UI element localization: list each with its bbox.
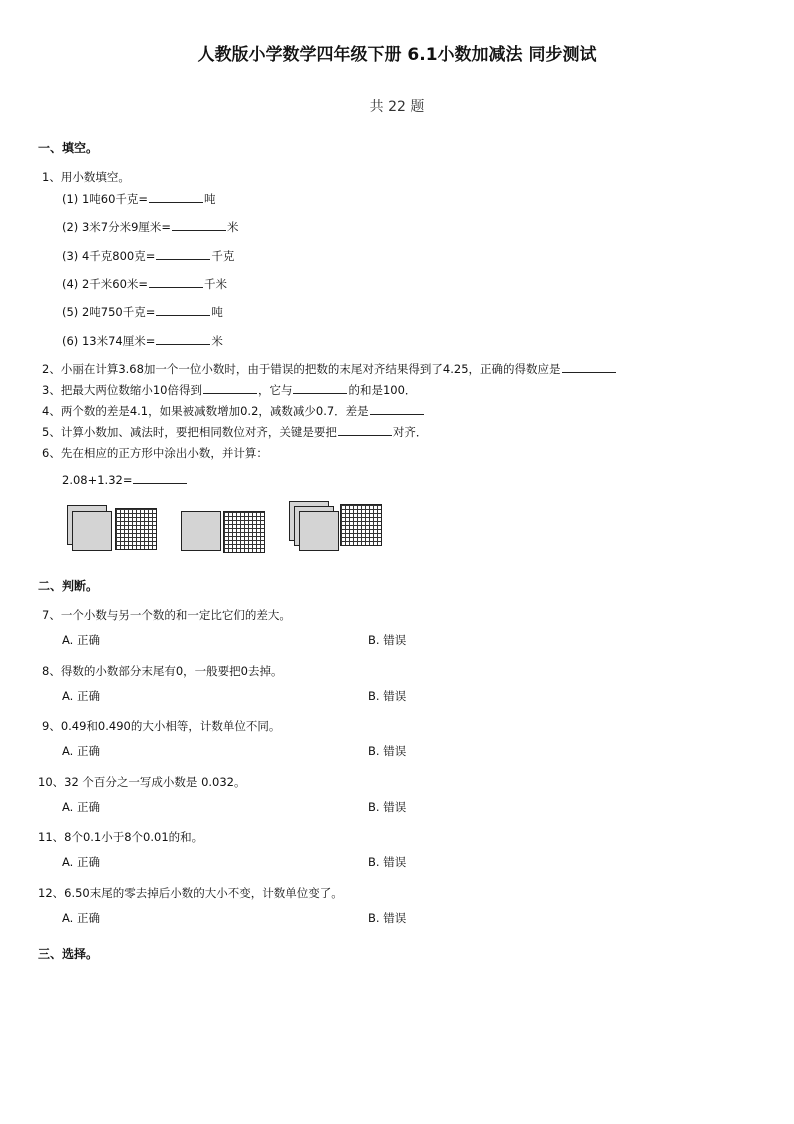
answer-blank[interactable]	[293, 392, 347, 394]
unit-square[interactable]	[72, 511, 112, 551]
answer-blank[interactable]	[156, 314, 210, 316]
answer-blank[interactable]	[133, 482, 187, 484]
answer-blank[interactable]	[156, 343, 210, 345]
question-1-sub-6: (6) 13米74厘米= 米	[62, 334, 223, 348]
question-7: 7、一个小数与另一个数的和一定比它们的差大。	[42, 608, 291, 622]
question-10: 10、32 个百分之一写成小数是 0.032。	[38, 775, 246, 789]
answer-blank[interactable]	[149, 201, 203, 203]
answer-blank[interactable]	[203, 392, 257, 394]
option-b[interactable]: B. 错误	[368, 911, 407, 925]
question-5: 5、计算小数加、减法时，要把相同数位对齐，关键是要把 对齐．	[42, 425, 428, 439]
section-true-false: 二、判断。	[38, 579, 99, 593]
hundredths-grid[interactable]	[340, 504, 382, 546]
option-a[interactable]: A. 正确	[62, 689, 100, 703]
question-3: 3、把最大两位数缩小10倍得到 ，它与 的和是100．	[42, 383, 417, 397]
question-6-expression: 2.08+1.32=	[62, 473, 188, 487]
answer-blank[interactable]	[172, 229, 226, 231]
option-a[interactable]: A. 正确	[62, 911, 100, 925]
hundredths-grid[interactable]	[115, 508, 157, 550]
answer-blank[interactable]	[338, 434, 392, 436]
question-11: 11、8个0.1小于8个0.01的和。	[38, 830, 204, 844]
question-12: 12、6.50末尾的零去掉后小数的大小不变，计数单位变了。	[38, 886, 343, 900]
answer-blank[interactable]	[156, 258, 210, 260]
question-1: 1、用小数填空。	[42, 170, 130, 184]
section-fill-blank: 一、填空。	[38, 141, 99, 155]
option-a[interactable]: A. 正确	[62, 633, 100, 647]
question-9: 9、0.49和0.490的大小相等，计数单位不同。	[42, 719, 281, 733]
question-count: 共 22 题	[369, 99, 425, 115]
unit-square[interactable]	[299, 511, 339, 551]
answer-blank[interactable]	[370, 413, 424, 415]
option-b[interactable]: B. 错误	[368, 855, 407, 869]
option-b[interactable]: B. 错误	[368, 800, 407, 814]
question-4: 4、两个数的差是4.1，如果被减数增加0.2，减数减少0.7．差是	[42, 403, 425, 419]
question-1-sub-2: (2) 3米7分米9厘米= 米	[62, 220, 239, 234]
hundredths-grid[interactable]	[223, 511, 265, 553]
answer-blank[interactable]	[149, 286, 203, 288]
option-a[interactable]: A. 正确	[62, 744, 100, 758]
option-b[interactable]: B. 错误	[368, 689, 407, 703]
question-2: 2、小丽在计算3.68加一个一位小数时，由于错误的把数的末尾对齐结果得到了4.25，正确的得数应是	[42, 361, 617, 377]
question-1-sub-1: (1) 1吨60千克= 吨	[62, 192, 216, 206]
page-title: 人教版小学数学四年级下册 6.1小数加减法 同步测试	[197, 45, 597, 65]
option-a[interactable]: A. 正确	[62, 800, 100, 814]
answer-blank[interactable]	[562, 371, 616, 373]
option-b[interactable]: B. 错误	[368, 633, 407, 647]
question-1-sub-4: (4) 2千米60米= 千米	[62, 277, 228, 291]
question-1-sub-3: (3) 4千克800克= 千克	[62, 249, 235, 263]
option-a[interactable]: A. 正确	[62, 855, 100, 869]
question-1-sub-5: (5) 2吨750千克= 吨	[62, 305, 223, 319]
question-8: 8、得数的小数部分末尾有0，一般要把0去掉。	[42, 664, 283, 678]
unit-square[interactable]	[181, 511, 221, 551]
option-b[interactable]: B. 错误	[368, 744, 407, 758]
question-6: 6、先在相应的正方形中涂出小数，并计算：	[42, 446, 268, 460]
section-multiple-choice: 三、选择。	[38, 947, 99, 961]
